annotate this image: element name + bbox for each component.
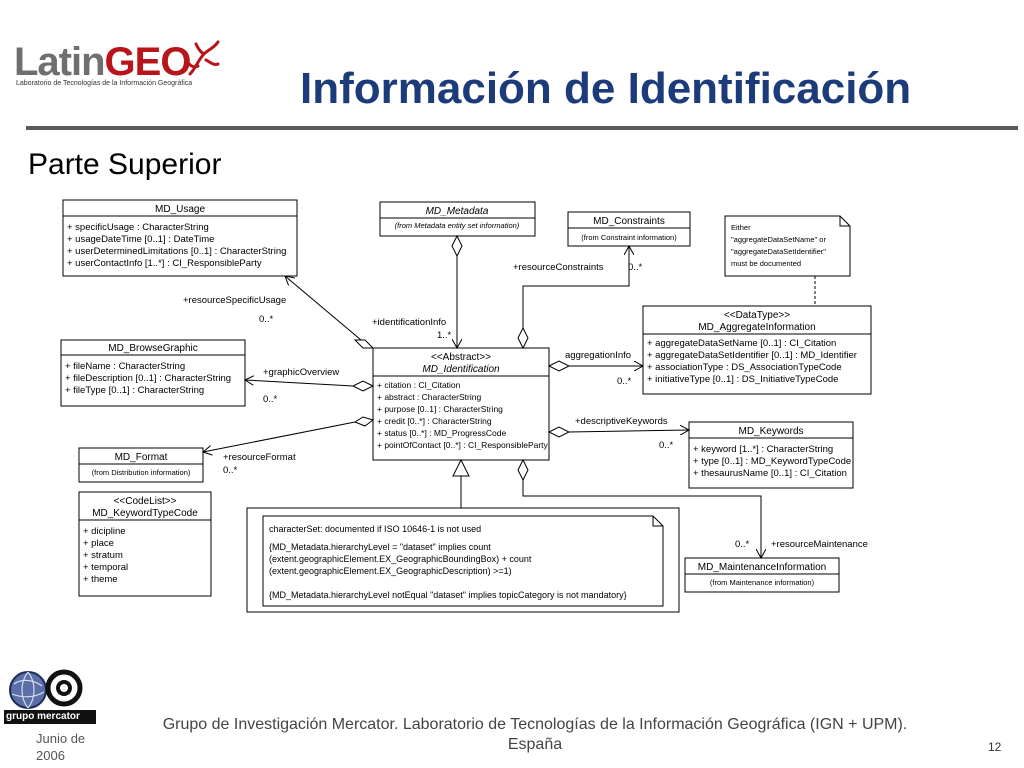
attr: + temporal xyxy=(83,562,129,573)
svg-text:0..*: 0..* xyxy=(259,314,274,325)
attr: + associationType : DS_AssociationTypeCode xyxy=(647,362,842,373)
footer-date: Junio de 2006 xyxy=(36,731,86,763)
assoc-resource-specific-usage xyxy=(183,276,373,348)
class-md-maintenanceinformation xyxy=(685,558,839,592)
gecko-icon xyxy=(182,38,224,80)
attr: + abstract : CharacterString xyxy=(377,392,482,402)
attr: + userDeterminedLimitations [0..1] : CharacterString xyxy=(67,246,287,257)
class-name: MD_Constraints xyxy=(593,216,665,227)
class-md-keywordtypecode xyxy=(79,492,211,596)
svg-text:"aggregateDataSetName" or: "aggregateDataSetName" or xyxy=(731,235,826,244)
footer-text: Grupo de Investigación Mercator. Laboratorio de Tecnologías de la Información Geográfica (IGN + UPM). España xyxy=(162,716,908,753)
class-name: MD_Usage xyxy=(154,204,206,215)
generalization-arrow xyxy=(453,460,469,508)
class-name: MD_Keywords xyxy=(738,426,804,437)
assoc-resource-format xyxy=(203,417,373,476)
svg-text:0..*: 0..* xyxy=(617,376,632,387)
either-note xyxy=(725,216,850,306)
class-name: MD_AggregateInformation xyxy=(698,322,816,333)
class-name: MD_MaintenanceInformation xyxy=(697,562,827,573)
attr: + usageDateTime [0..1] : DateTime xyxy=(67,234,215,245)
assoc-graphic-overview xyxy=(245,367,373,405)
class-name: MD_Metadata xyxy=(425,206,489,217)
assoc-resource-constraints xyxy=(513,246,643,348)
svg-text:0..*: 0..* xyxy=(223,465,238,476)
class-md-aggregateinformation xyxy=(643,306,871,394)
svg-text:must be documented: must be documented xyxy=(731,259,802,268)
attr: + aggregateDataSetIdentifier [0..1] : MD_Identifier xyxy=(647,350,857,361)
svg-text:0..*: 0..* xyxy=(659,440,674,451)
svg-text:0..*: 0..* xyxy=(735,539,750,550)
class-name: MD_Identification xyxy=(422,364,500,375)
svg-text:+resourceMaintenance: +resourceMaintenance xyxy=(771,539,868,550)
attr: + citation : CI_Citation xyxy=(377,380,461,390)
attr: + pointOfContact [0..*] : CI_ResponsibleParty xyxy=(377,440,548,450)
svg-text:(extent.geographicElement.EX_G: (extent.geographicElement.EX_GeographicDescription) >=1) xyxy=(269,566,512,576)
attr: + userContactInfo [1..*] : CI_ResponsibleParty xyxy=(67,258,262,269)
class-stereotype: <<CodeList>> xyxy=(113,496,177,507)
svg-text:+resourceFormat: +resourceFormat xyxy=(223,452,296,463)
class-name: MD_BrowseGraphic xyxy=(108,343,198,354)
page-subtitle: Parte Superior xyxy=(28,148,222,181)
attr: + purpose [0..1] : CharacterString xyxy=(377,404,503,414)
attr: + fileDescription [0..1] : CharacterString xyxy=(65,373,232,384)
latingeo-logo: LatinGEO Laboratorio de Tecnologías de la Información Geográfica xyxy=(14,38,224,94)
attr: + thesaurusName [0..1] : CI_Citation xyxy=(693,468,847,479)
svg-text:0..*: 0..* xyxy=(263,394,278,405)
attr: + dicipline xyxy=(83,526,126,537)
class-md-constraints xyxy=(568,212,690,246)
svg-text:aggregationInfo: aggregationInfo xyxy=(565,350,632,361)
attr: + keyword [1..*] : CharacterString xyxy=(693,444,834,455)
attr: + fileType [0..1] : CharacterString xyxy=(65,385,205,396)
attr: + fileName : CharacterString xyxy=(65,361,186,372)
attr: + stratum xyxy=(83,550,123,561)
page-number: 12 xyxy=(988,740,1002,754)
svg-text:+descriptiveKeywords: +descriptiveKeywords xyxy=(575,416,668,427)
class-md-metadata xyxy=(380,202,535,236)
attr: + credit [0..*] : CharacterString xyxy=(377,416,492,426)
class-md-format xyxy=(79,448,203,482)
svg-text:0..*: 0..* xyxy=(628,262,643,273)
class-note: (from Distribution information) xyxy=(91,468,191,477)
attr: + specificUsage : CharacterString xyxy=(67,222,209,233)
class-note: (from Maintenance information) xyxy=(709,578,815,587)
svg-text:{MD_Metadata.hierarchyLevel =: {MD_Metadata.hierarchyLevel = "dataset" implies count xyxy=(269,542,491,552)
constraint-note xyxy=(247,508,679,612)
svg-text:+resourceSpecificUsage: +resourceSpecificUsage xyxy=(183,295,287,306)
uml-diagram xyxy=(55,190,875,615)
attr: + theme xyxy=(83,574,118,585)
title-divider xyxy=(26,126,1018,130)
grupo-mercator-logo: grupo mercator xyxy=(4,668,96,726)
attr: + initiativeType [0..1] : DS_InitiativeTypeCode xyxy=(647,374,839,385)
assoc-aggregation-info xyxy=(549,350,643,387)
svg-text:characterSet: documented if IS: characterSet: documented if ISO 10646-1 is not used xyxy=(269,524,482,534)
class-note: (from Metadata entity set information) xyxy=(394,221,520,230)
svg-text:{MD_Metadata.hierarchyLevel no: {MD_Metadata.hierarchyLevel notEqual "dataset" implies topicCategory is not mandatory} xyxy=(269,590,627,600)
class-name: MD_Format xyxy=(114,452,168,463)
svg-text:"aggregateDataSetIdentifier": "aggregateDataSetIdentifier" xyxy=(731,247,826,256)
class-note: (from Constraint information) xyxy=(581,233,677,242)
page-title: Información de Identificación xyxy=(300,64,912,113)
class-md-identification xyxy=(373,348,549,460)
attr: + place xyxy=(83,538,114,549)
class-md-usage xyxy=(63,200,297,276)
svg-text:1..*: 1..* xyxy=(437,330,452,341)
svg-text:Either: Either xyxy=(731,223,751,232)
attr: + type [0..1] : MD_KeywordTypeCode xyxy=(693,456,852,467)
class-stereotype: <<Abstract>> xyxy=(430,352,492,363)
class-md-browsegraphic xyxy=(61,340,245,406)
attr: + aggregateDataSetName [0..1] : CI_Citation xyxy=(647,338,837,349)
class-name: MD_KeywordTypeCode xyxy=(92,508,198,519)
svg-text:+resourceConstraints: +resourceConstraints xyxy=(513,262,604,273)
svg-text:(extent.geographicElement.EX_G: (extent.geographicElement.EX_GeographicBoundingBox) + count xyxy=(269,554,532,564)
attr: + status [0..*] : MD_ProgressCode xyxy=(377,428,507,438)
class-stereotype: <<DataType>> xyxy=(723,310,791,321)
svg-text:+graphicOverview: +graphicOverview xyxy=(263,367,340,378)
svg-text:+identificationInfo: +identificationInfo xyxy=(372,317,447,328)
assoc-descriptive-keywords xyxy=(549,416,689,451)
assoc-identification-info xyxy=(372,236,462,348)
class-md-keywords xyxy=(689,422,853,488)
